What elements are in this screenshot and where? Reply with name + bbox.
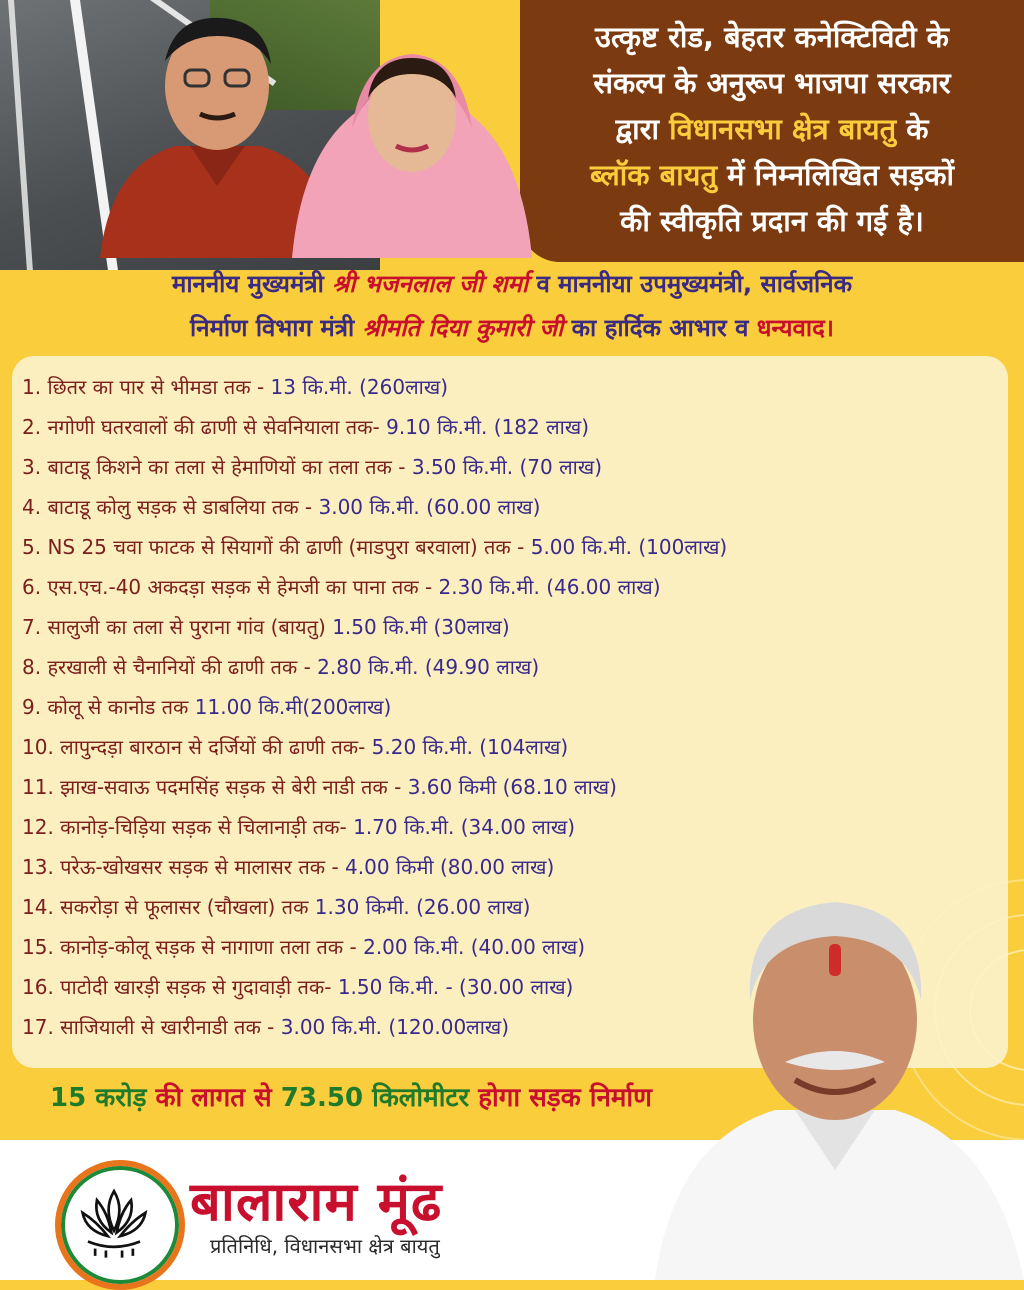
list-item: 11. झाख-सवाऊ पदमसिंह सड़क से बेरी नाडी तक - 3.60 किमी (68.10 लाख) bbox=[22, 775, 617, 799]
list-item: 10. लापुन्दड़ा बारठान से दर्जियों की ढाणी तक- 5.20 कि.मी. (104लाख) bbox=[22, 735, 569, 759]
block-name: ब्लॉक बायतु bbox=[590, 158, 718, 192]
header-text bbox=[520, 14, 1024, 244]
representative-title: प्रतिनिधि, विधानसभा क्षेत्र बायतु bbox=[210, 1234, 440, 1258]
header-line: ब्लॉक बायतु में निम्नलिखित सड़कों bbox=[590, 158, 954, 192]
list-item: 4. बाटाडू कोलु सड़क से डाबलिया तक - 3.00 कि.मी. (60.00 लाख) bbox=[22, 495, 541, 519]
thanks-line: माननीय मुख्यमंत्री श्री भजनलाल जी शर्मा व माननीया उपमुख्यमंत्री, सार्वजनिक bbox=[171, 270, 853, 298]
list-item: 7. सालुजी का तला से पुराना गांव (बायतु) 1.50 कि.मी (30लाख) bbox=[22, 615, 510, 639]
list-item: 12. कानोड़-चिड़िया सड़क से चिलानाड़ी तक- 1.70 कि.मी. (34.00 लाख) bbox=[22, 815, 576, 839]
summary-line: 15 करोड़ की लागत से 73.50 किलोमीटर होगा सड़क निर्माण bbox=[50, 1083, 652, 1113]
list-item: 15. कानोड़-कोलू सड़क से नागाणा तला तक - 2.00 कि.मी. (40.00 लाख) bbox=[22, 935, 586, 959]
representative-name: बालाराम मूंढ bbox=[190, 1170, 443, 1233]
header-panel bbox=[520, 0, 1024, 262]
list-item: 13. परेऊ-खोखसर सड़क से मालासर तक - 4.00 किमी (80.00 लाख) bbox=[22, 855, 555, 879]
list-item: 16. पाटोदी खारड़ी सड़क से गुदावाड़ी तक- 1.50 कि.मी. - (30.00 लाख) bbox=[22, 975, 574, 999]
list-item: 6. एस.एच.-40 अकदड़ा सड़क से हेमजी का पाना तक - 2.30 कि.मी. (46.00 लाख) bbox=[22, 575, 661, 599]
deputy-cm-photo bbox=[292, 18, 532, 258]
list-item: 14. सकरोड़ा से फूलासर (चौखला) तक 1.30 किमी. (26.00 लाख) bbox=[22, 895, 531, 919]
list-item: 5. NS 25 चवा फाटक से सियागों की ढाणी (माडपुरा बरवाला) तक - 5.00 कि.मी. (100लाख) bbox=[22, 535, 728, 559]
constituency-name: विधानसभा क्षेत्र बायतु bbox=[669, 112, 897, 146]
header-line: की स्वीकृति प्रदान की गई है। bbox=[620, 204, 924, 238]
list-item: 17. साजियाली से खारीनाडी तक - 3.00 कि.मी. (120.00लाख) bbox=[22, 1015, 510, 1039]
header-line: संकल्प के अनुरूप भाजपा सरकार bbox=[593, 66, 951, 100]
chief-minister-name: श्री भजनलाल जी शर्मा bbox=[332, 270, 529, 298]
thanks-message bbox=[20, 262, 1004, 350]
list-item: 9. कोलू से कानोड तक 11.00 कि.मी(200लाख) bbox=[22, 695, 392, 719]
representative-photo bbox=[645, 880, 1024, 1280]
list-item: 2. नगोणी घतरवालों की ढाणी से सेवनियाला तक- 9.10 कि.मी. (182 लाख) bbox=[22, 415, 590, 439]
list-item: 1. छितर का पार से भीमडा तक - 13 कि.मी. (260लाख) bbox=[22, 375, 448, 399]
list-item: 3. बाटाडू किशने का तला से हेमाणियों का तला तक - 3.50 कि.मी. (70 लाख) bbox=[22, 455, 603, 479]
thanks-line: निर्माण विभाग मंत्री श्रीमति दिया कुमारी जी का हार्दिक आभार व धन्यवाद। bbox=[190, 314, 834, 342]
list-item: 8. हरखाली से चैनानियों की ढाणी तक - 2.80 कि.मी. (49.90 लाख) bbox=[22, 655, 540, 679]
deputy-cm-name: श्रीमति दिया कुमारी जी bbox=[362, 314, 564, 342]
header-line: द्वारा विधानसभा क्षेत्र बायतु के bbox=[615, 112, 929, 146]
lotus-logo-icon bbox=[55, 1160, 185, 1290]
header-line: उत्कृष्ट रोड, बेहतर कनेक्टिविटी के bbox=[595, 20, 949, 54]
